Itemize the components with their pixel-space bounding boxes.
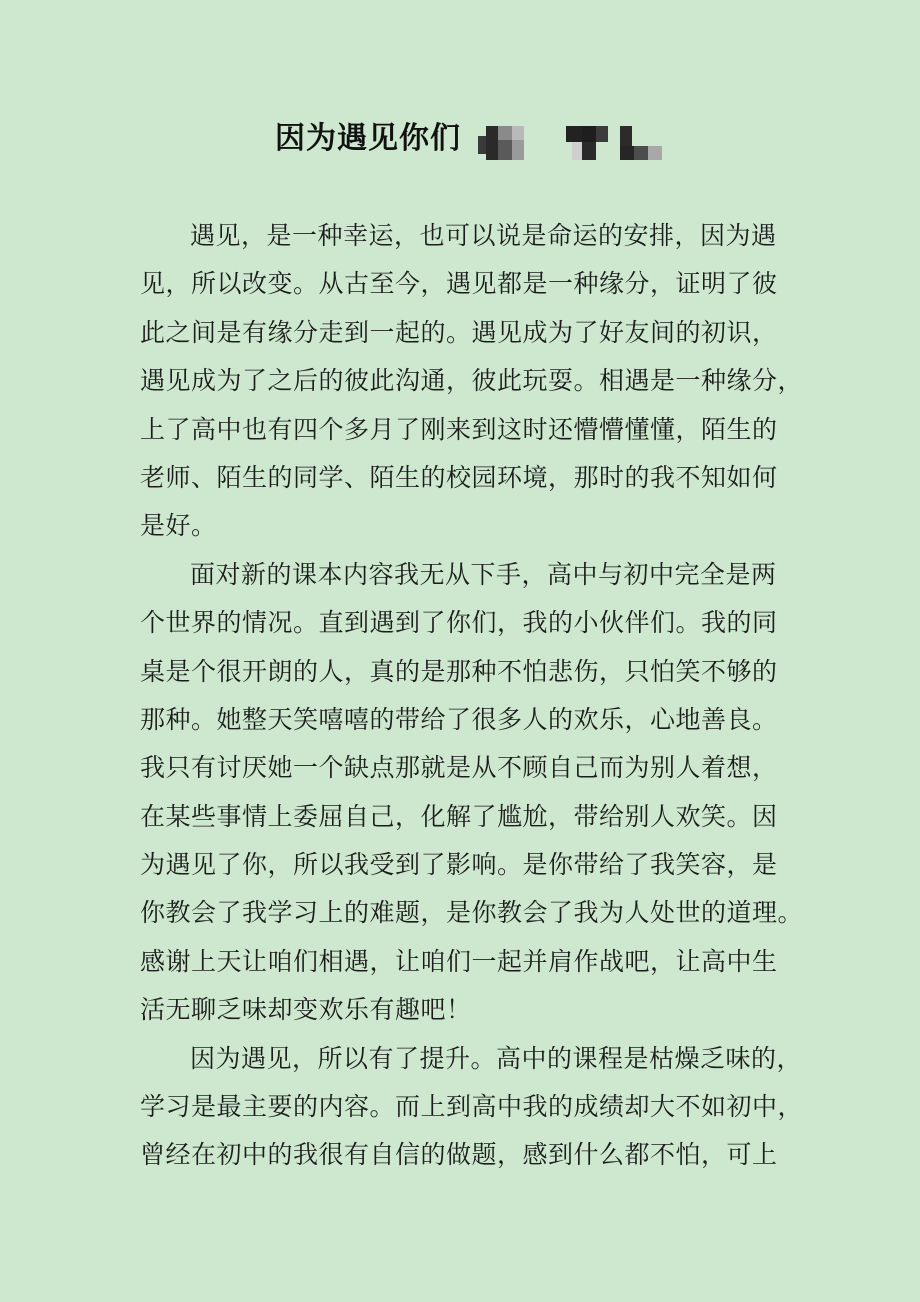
text-line: 是好。 — [140, 511, 217, 541]
text-line: 因为遇见，所以有了提升。高中的课程是枯燥乏味的， — [190, 1043, 803, 1073]
text-line: 个世界的情况。直到遇到了你们，我的小伙伴们。我的同 — [140, 608, 778, 638]
text-line: 为遇见了你，所以我受到了影响。是你带给了我笑容，是 — [140, 850, 778, 880]
text-line: 老师、陌生的同学、陌生的校园环境，那时的我不知如何 — [140, 462, 778, 492]
text-line: 我只有讨厌她一个缺点那就是从不顾自己而为别人着想， — [140, 753, 778, 783]
article-body — [140, 212, 804, 1180]
redacted-title-mosaic — [478, 118, 664, 168]
text-line: 遇见成为了之后的彼此沟通，彼此玩耍。相遇是一种缘分， — [140, 366, 804, 396]
text-line: 学习是最主要的内容。而上到高中我的成绩却大不如初中， — [140, 1092, 804, 1122]
text-line: 你教会了我学习上的难题，是你教会了我为人处世的道理。 — [140, 898, 804, 928]
text-line: 在某些事情上委屈自己，化解了尴尬，带给别人欢笑。因 — [140, 801, 778, 831]
text-line: 见，所以改变。从古至今，遇见都是一种缘分，证明了彼 — [140, 269, 778, 299]
text-line: 上了高中也有四个多月了刚来到这时还懵懵懂懂，陌生的 — [140, 414, 778, 444]
text-line: 面对新的课本内容我无从下手，高中与初中完全是两 — [190, 559, 777, 589]
text-line: 感谢上天让咱们相遇，让咱们一起并肩作战吧，让高中生 — [140, 946, 778, 976]
text-line: 遇见，是一种幸运，也可以说是命运的安排，因为遇 — [190, 221, 777, 250]
text-line: 那种。她整天笑嘻嘻的带给了很多人的欢乐，心地善良。 — [140, 704, 778, 734]
text-line: 桌是个很开朗的人，真的是那种不怕悲伤，只怕笑不够的 — [140, 656, 778, 686]
text-line: 曾经在初中的我很有自信的做题，感到什么都不怕，可上 — [140, 1140, 778, 1170]
text-line: 此之间是有缘分走到一起的。遇见成为了好友间的初识， — [140, 317, 778, 347]
text-line: 活无聊乏味却变欢乐有趣吧！ — [140, 995, 472, 1025]
title-row — [0, 110, 920, 170]
page-title: 因为遇见你们 — [275, 121, 461, 156]
